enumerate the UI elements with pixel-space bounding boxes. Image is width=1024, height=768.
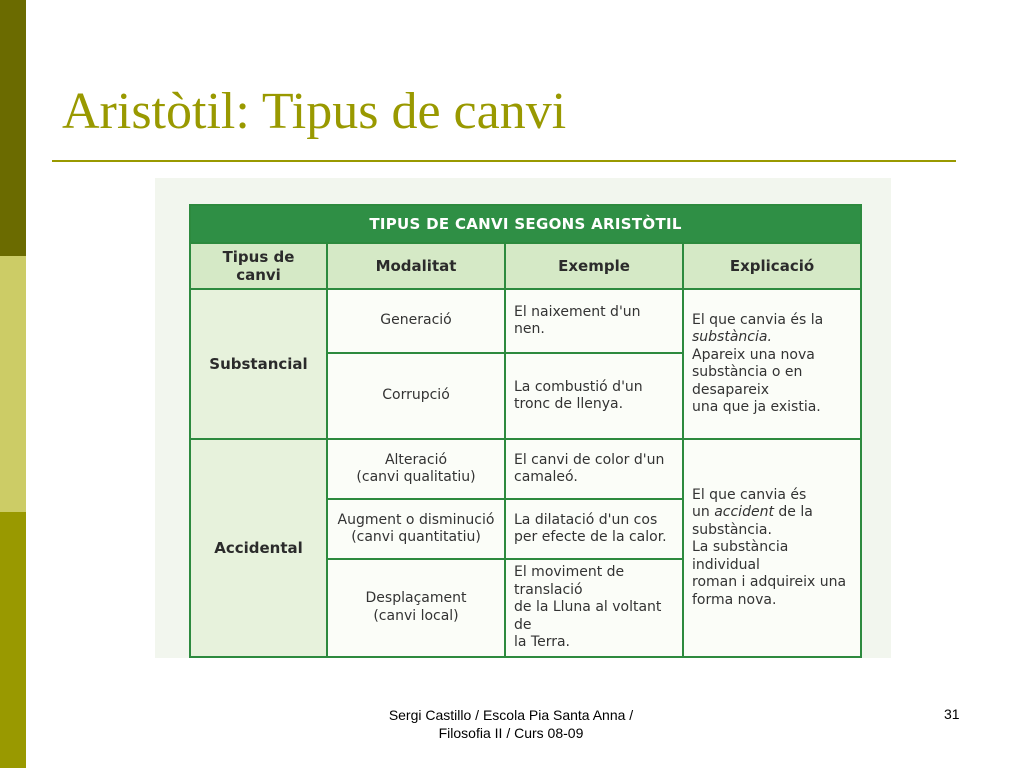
exemple-text: El naixement d'un nen. xyxy=(514,303,641,337)
modalitat-text: Alteració xyxy=(384,451,448,468)
modalitat-cell xyxy=(327,439,505,499)
side-bar-top xyxy=(0,0,26,256)
slide-footer xyxy=(340,706,682,742)
explicacio-word: accident xyxy=(714,504,774,520)
category-substancial: Substancial xyxy=(190,289,327,439)
modalitat-text: Generació xyxy=(380,312,452,329)
exemple-text: El canvi de color d'un xyxy=(514,451,665,468)
modalitat-text: Desplaçament xyxy=(365,590,467,607)
exemple-cell xyxy=(505,559,683,657)
title-underline xyxy=(52,160,956,162)
explicacio-text: substància. xyxy=(692,329,772,345)
exemple-text: La dilatació d'un cos xyxy=(514,511,658,528)
exemple-cell xyxy=(505,439,683,499)
explicacio-word: de la xyxy=(778,504,813,520)
exemple-text: La combustió d'un xyxy=(514,378,643,395)
side-bar-bottom xyxy=(0,512,26,768)
header-modalitat: Modalitat xyxy=(327,243,505,289)
exemple-cell xyxy=(505,499,683,559)
exemple-text: per efecte de la calor. xyxy=(514,529,667,545)
header-tipus: Tipus de canvi xyxy=(190,243,327,289)
slide-title: Aristòtil: Tipus de canvi xyxy=(62,83,567,140)
side-bar-middle xyxy=(0,256,26,512)
exemple-cell xyxy=(505,289,683,353)
explicacio-text: El que canvia és xyxy=(692,486,807,503)
page-number: 31 xyxy=(944,706,960,722)
footer-line: Sergi Castillo / Escola Pia Santa Anna / xyxy=(388,707,634,723)
category-accidental: Accidental xyxy=(190,439,327,657)
explicacio-text: substància. xyxy=(692,521,772,538)
modalitat-cell xyxy=(327,353,505,439)
header-exemple: Exemple xyxy=(505,243,683,289)
exemple-text: El moviment de translació xyxy=(514,564,625,598)
modalitat-text: (canvi qualitatiu) xyxy=(356,469,476,485)
table-caption: TIPUS DE CANVI SEGONS ARISTÒTIL xyxy=(190,205,861,243)
explicacio-text: substància o en desapareix xyxy=(692,364,803,398)
header-explicacio: Explicació xyxy=(683,243,861,289)
explicacio-text: El que canvia és la xyxy=(692,311,824,328)
exemple-text: camaleó. xyxy=(514,469,578,485)
exemple-text: de la Lluna al voltant de xyxy=(514,599,662,633)
footer-line: Filosofia II / Curs 08-09 xyxy=(438,725,584,741)
explicacio-text xyxy=(692,504,852,522)
modalitat-cell xyxy=(327,559,505,657)
explicacio-text: forma nova. xyxy=(692,591,777,608)
modalitat-cell xyxy=(327,499,505,559)
exemple-text: tronc de llenya. xyxy=(514,396,624,412)
change-types-table xyxy=(189,204,862,658)
explicacio-text: una que ja existia. xyxy=(692,399,821,415)
explicacio-text: La substància individual xyxy=(692,539,789,573)
explicacio-accidental xyxy=(683,439,861,657)
explicacio-word: un xyxy=(692,504,710,520)
exemple-text: la Terra. xyxy=(514,634,570,650)
explicacio-text: Apareix una nova xyxy=(692,346,815,363)
modalitat-text: (canvi quantitatiu) xyxy=(351,529,481,545)
exemple-cell xyxy=(505,353,683,439)
modalitat-text: Corrupció xyxy=(382,387,450,404)
explicacio-text: roman i adquireix una xyxy=(692,574,847,590)
modalitat-text: Augment o disminució xyxy=(337,511,495,528)
explicacio-substancial xyxy=(683,289,861,439)
modalitat-cell xyxy=(327,289,505,353)
modalitat-text: (canvi local) xyxy=(373,607,459,624)
